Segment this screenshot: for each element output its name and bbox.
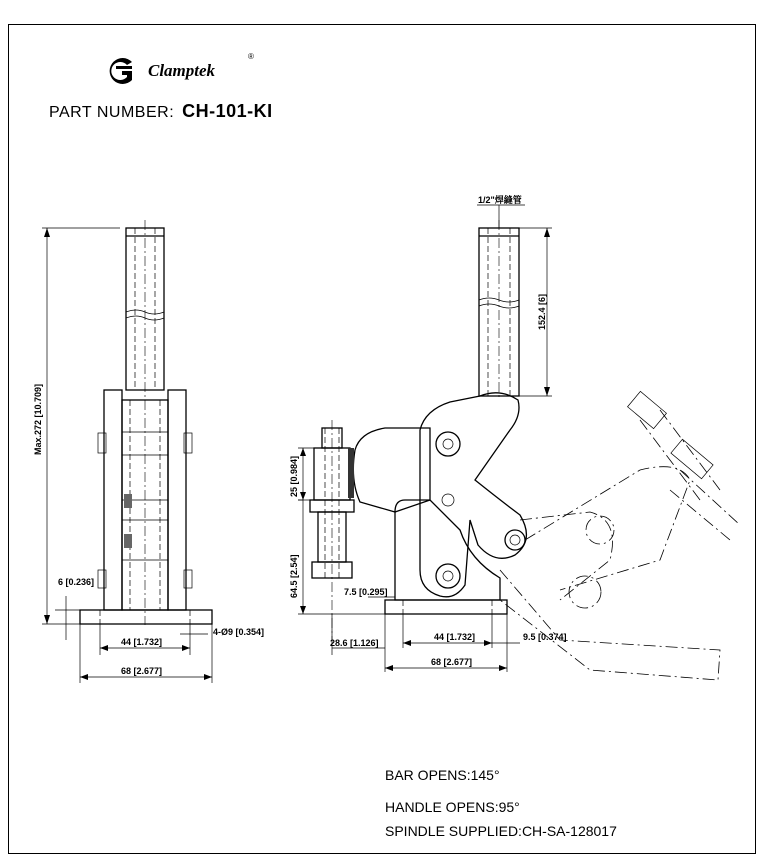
bar-opens-note: BAR OPENS:145° [385,767,500,783]
hole-diameter-label: 4-Ø9 [0.354] [213,627,265,637]
side-bolt-spacing-label: 44 [1.732] [434,632,476,642]
side-view [298,205,740,680]
part-number-label: PART NUMBER: [49,104,175,121]
base-end-label: 9.5 [0.374] [523,632,567,642]
front-base-width-label: 68 [2.677] [121,666,163,676]
spindle-supplied-note: SPINDLE SUPPLIED:CH-SA-128017 [385,823,617,839]
part-number: CH-101-KI [182,101,273,121]
brand-name: Clamptek [148,61,216,80]
base-offset-label: 7.5 [0.295] [344,587,388,597]
spindle-adjust-label: 25 [0.984] [289,455,299,497]
overall-height-label: Max.272 [10.709] [33,383,43,455]
front-bolt-spacing-label: 44 [1.732] [121,637,163,647]
tube-spec-label: 1/2"焊縫管 [478,195,522,205]
spindle-to-base-label: 28.6 [1.126] [330,638,379,648]
handle-opens-note: HANDLE OPENS:95° [385,799,520,815]
handle-length-label: 152.4 [6] [537,293,547,330]
registered-mark: ® [248,52,254,61]
side-base-length-label: 68 [2.677] [431,657,473,667]
base-thickness-label: 6 [0.236] [58,577,95,587]
front-view [42,220,212,683]
spindle-height-label: 64.5 [2.54] [289,554,299,598]
